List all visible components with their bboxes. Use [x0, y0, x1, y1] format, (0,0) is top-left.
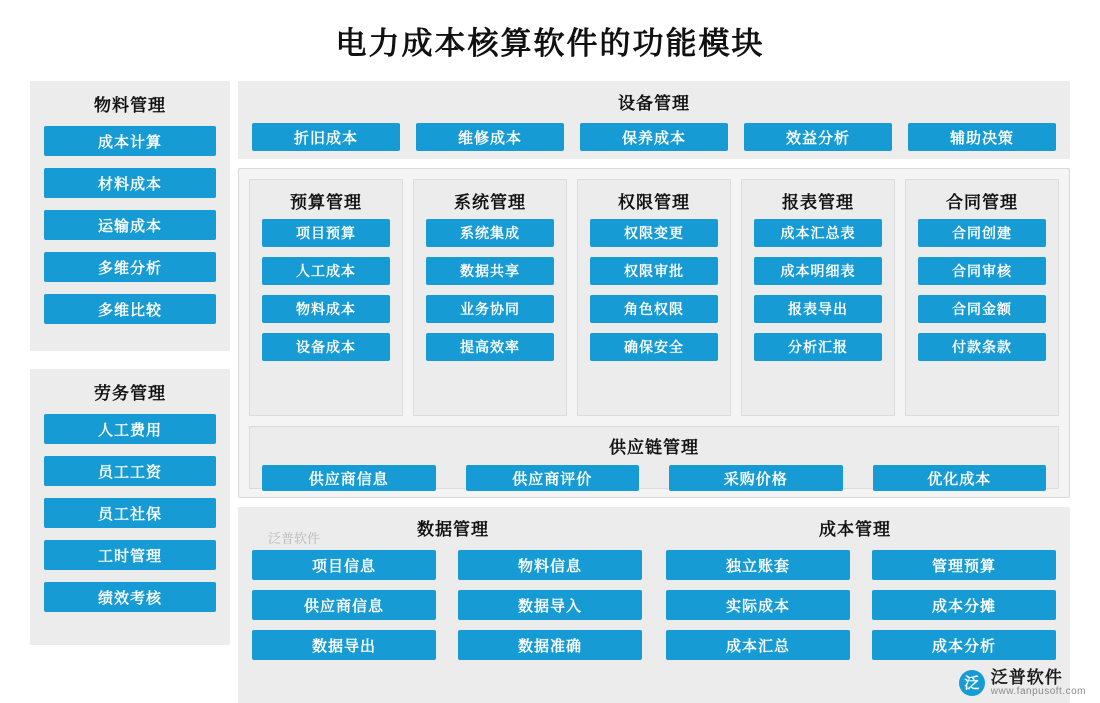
data-item-list	[252, 550, 642, 660]
page-title: 电力成本核算软件的功能模块	[335, 26, 765, 61]
cost-item-5[interactable]: 成本分析	[872, 630, 1056, 660]
cost-item-4[interactable]: 成本汇总	[666, 630, 850, 660]
core-module-columns	[249, 179, 1059, 416]
cost-item-2[interactable]: 实际成本	[666, 590, 850, 620]
group-title-equipment: 设备管理	[618, 94, 690, 113]
system-item-1[interactable]: 数据共享	[426, 257, 554, 285]
contract-item-2[interactable]: 合同金额	[918, 295, 1046, 323]
brand-name: 泛普软件	[990, 667, 1063, 687]
contract-item-3[interactable]: 付款条款	[918, 333, 1046, 361]
group-supply-chain-management	[249, 426, 1059, 489]
group-title-cost: 成本管理	[819, 520, 891, 539]
supply-item-0[interactable]: 供应商信息	[262, 465, 436, 491]
bottom-titles	[252, 515, 1056, 540]
supply-item-2[interactable]: 采购价格	[669, 465, 843, 491]
materials-item-3[interactable]: 多维分析	[44, 252, 216, 282]
data-item-5[interactable]: 数据准确	[458, 630, 642, 660]
group-data-and-cost	[238, 507, 1070, 703]
equipment-item-0[interactable]: 折旧成本	[252, 123, 400, 151]
budget-item-1[interactable]: 人工成本	[262, 257, 390, 285]
equipment-item-list	[252, 123, 1056, 151]
data-item-3[interactable]: 数据导入	[458, 590, 642, 620]
group-system-management	[413, 179, 567, 416]
group-title-report: 报表管理	[782, 193, 854, 212]
brand-logo	[959, 669, 1086, 697]
system-item-0[interactable]: 系统集成	[426, 219, 554, 247]
group-title-materials: 物料管理	[94, 96, 166, 115]
group-report-management	[741, 179, 895, 416]
permission-item-0[interactable]: 权限变更	[590, 219, 718, 247]
group-title-data: 数据管理	[417, 520, 489, 539]
labor-item-2[interactable]: 员工社保	[44, 498, 216, 528]
group-labor-management	[30, 369, 230, 645]
materials-item-list	[44, 126, 216, 324]
group-equipment-management	[238, 81, 1070, 159]
labor-item-1[interactable]: 员工工资	[44, 456, 216, 486]
system-item-3[interactable]: 提高效率	[426, 333, 554, 361]
data-item-4[interactable]: 数据导出	[252, 630, 436, 660]
permission-item-1[interactable]: 权限审批	[590, 257, 718, 285]
cost-item-3[interactable]: 成本分摊	[872, 590, 1056, 620]
supply-chain-item-list	[262, 465, 1046, 491]
supply-item-3[interactable]: 优化成本	[873, 465, 1047, 491]
budget-item-3[interactable]: 设备成本	[262, 333, 390, 361]
group-title-system: 系统管理	[454, 193, 526, 212]
group-title-budget: 预算管理	[290, 193, 362, 212]
data-item-2[interactable]: 供应商信息	[252, 590, 436, 620]
materials-item-0[interactable]: 成本计算	[44, 126, 216, 156]
group-title-supply-chain: 供应链管理	[609, 438, 699, 457]
group-title-permission: 权限管理	[618, 193, 690, 212]
equipment-item-4[interactable]: 辅助决策	[908, 123, 1056, 151]
materials-item-2[interactable]: 运输成本	[44, 210, 216, 240]
equipment-item-3[interactable]: 效益分析	[744, 123, 892, 151]
equipment-item-2[interactable]: 保养成本	[580, 123, 728, 151]
group-permission-management	[577, 179, 731, 416]
brand-mark-icon: 泛	[959, 670, 985, 696]
contract-item-1[interactable]: 合同审核	[918, 257, 1046, 285]
data-item-1[interactable]: 物料信息	[458, 550, 642, 580]
contract-item-0[interactable]: 合同创建	[918, 219, 1046, 247]
report-item-2[interactable]: 报表导出	[754, 295, 882, 323]
permission-item-2[interactable]: 角色权限	[590, 295, 718, 323]
labor-item-3[interactable]: 工时管理	[44, 540, 216, 570]
system-item-2[interactable]: 业务协同	[426, 295, 554, 323]
equipment-item-1[interactable]: 维修成本	[416, 123, 564, 151]
cost-item-0[interactable]: 独立账套	[666, 550, 850, 580]
brand-url: www.fanpusoft.com	[990, 685, 1086, 697]
group-budget-management	[249, 179, 403, 416]
group-title-labor: 劳务管理	[94, 384, 166, 403]
report-item-0[interactable]: 成本汇总表	[754, 219, 882, 247]
labor-item-0[interactable]: 人工费用	[44, 414, 216, 444]
group-contract-management	[905, 179, 1059, 416]
supply-item-1[interactable]: 供应商评价	[466, 465, 640, 491]
data-item-0[interactable]: 项目信息	[252, 550, 436, 580]
labor-item-list	[44, 414, 216, 612]
cost-item-1[interactable]: 管理预算	[872, 550, 1056, 580]
permission-item-3[interactable]: 确保安全	[590, 333, 718, 361]
budget-item-2[interactable]: 物料成本	[262, 295, 390, 323]
labor-item-4[interactable]: 绩效考核	[44, 582, 216, 612]
diagram-canvas	[0, 73, 1100, 703]
group-title-contract: 合同管理	[946, 193, 1018, 212]
materials-item-1[interactable]: 材料成本	[44, 168, 216, 198]
brand-text	[991, 669, 1086, 697]
group-materials-management	[30, 81, 230, 351]
group-core-modules	[238, 168, 1070, 498]
cost-item-list	[666, 550, 1056, 660]
watermark-text: 泛普软件	[268, 531, 321, 546]
report-item-3[interactable]: 分析汇报	[754, 333, 882, 361]
report-item-1[interactable]: 成本明细表	[754, 257, 882, 285]
bottom-item-grid	[252, 550, 1056, 660]
materials-item-4[interactable]: 多维比较	[44, 294, 216, 324]
budget-item-0[interactable]: 项目预算	[262, 219, 390, 247]
